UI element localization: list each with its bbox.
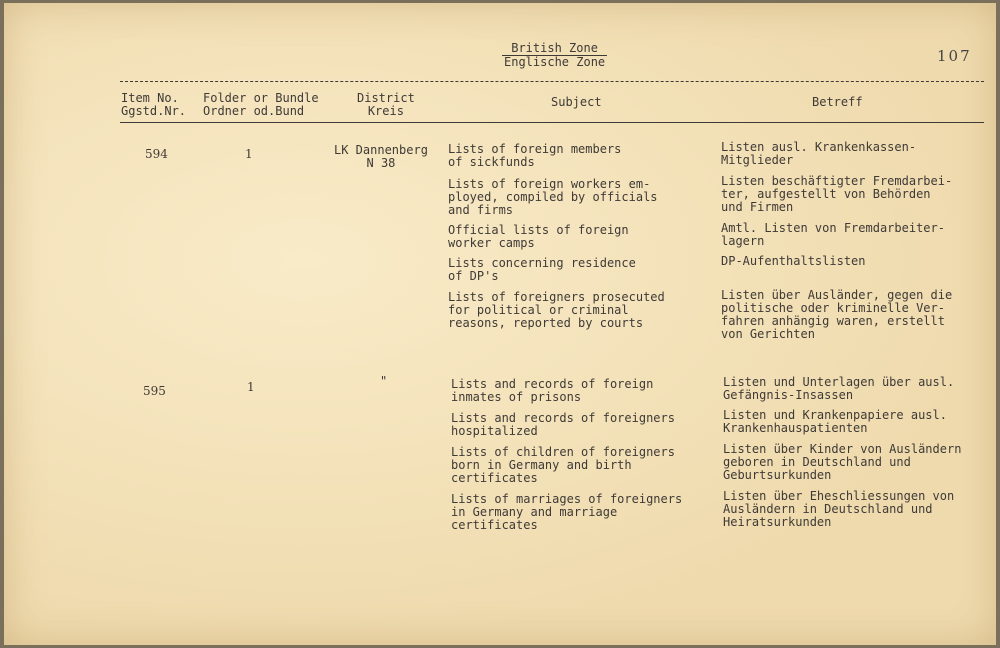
item-number: 595 bbox=[143, 384, 166, 398]
subject-cell: Lists concerning residence of DP's bbox=[448, 256, 636, 283]
betreff-cell: Listen über Eheschliessungen von Ausländern in Deutschland und Heiratsurkunden bbox=[723, 489, 955, 529]
betreff-cell: Listen und Krankenpapiere ausl. Krankenhauspatienten bbox=[723, 408, 947, 435]
folder-number: 1 bbox=[247, 380, 255, 394]
subject-cell: Lists of foreign workers em- ployed, compiled by officials and firms bbox=[448, 177, 658, 217]
column-header-subject: Subject bbox=[551, 95, 602, 109]
subject-cell: Lists and records of foreign inmates of prisons bbox=[451, 377, 654, 404]
document-page bbox=[4, 3, 996, 645]
betreff-cell: Listen beschäftigter Fremdarbei- ter, aufgestellt von Behörden und Firmen bbox=[721, 174, 953, 214]
subject-cell: Lists of children of foreigners born in Germany and birth certificates bbox=[451, 445, 675, 485]
column-header-folder: Folder or Bundle Ordner od.Bund bbox=[203, 91, 319, 118]
zone-header bbox=[502, 42, 607, 69]
page-number: 107 bbox=[937, 47, 972, 65]
subject-cell: Lists of marriages of foreigners in Germany and marriage certificates bbox=[451, 492, 683, 532]
district-ditto-mark: " bbox=[380, 374, 388, 388]
zone-title-german: Englische Zone bbox=[504, 55, 606, 69]
district-cell: LK Dannenberg N 38 bbox=[334, 143, 428, 170]
header-bottom-rule bbox=[120, 122, 984, 123]
betreff-cell: Listen und Unterlagen über ausl. Gefängnis-Insassen bbox=[723, 375, 955, 402]
zone-title-english: British Zone bbox=[502, 42, 607, 56]
column-header-betreff: Betreff bbox=[812, 95, 863, 109]
subject-cell: Lists of foreigners prosecuted for political or criminal reasons, reported by courts bbox=[448, 290, 665, 330]
betreff-cell: Listen ausl. Krankenkassen- Mitglieder bbox=[721, 140, 917, 167]
betreff-cell: Amtl. Listen von Fremdarbeiter- lagern bbox=[721, 221, 945, 248]
betreff-cell: Listen über Kinder von Ausländern geboren in Deutschland und Geburtsurkunden bbox=[723, 442, 962, 482]
subject-cell: Official lists of foreign worker camps bbox=[448, 223, 629, 250]
item-number: 594 bbox=[145, 147, 168, 161]
subject-cell: Lists and records of foreigners hospitalized bbox=[451, 411, 675, 438]
betreff-cell: DP-Aufenthaltslisten bbox=[721, 254, 866, 268]
header-top-rule bbox=[120, 81, 984, 82]
column-header-district: District Kreis bbox=[357, 91, 415, 118]
betreff-cell: Listen über Ausländer, gegen die politische oder kriminelle Ver- fahren anhängig waren, erstellt von Gerichten bbox=[721, 288, 953, 341]
subject-cell: Lists of foreign members of sickfunds bbox=[448, 142, 622, 169]
folder-number: 1 bbox=[245, 147, 253, 161]
column-header-item: Item No. Ggstd.Nr. bbox=[121, 91, 187, 118]
